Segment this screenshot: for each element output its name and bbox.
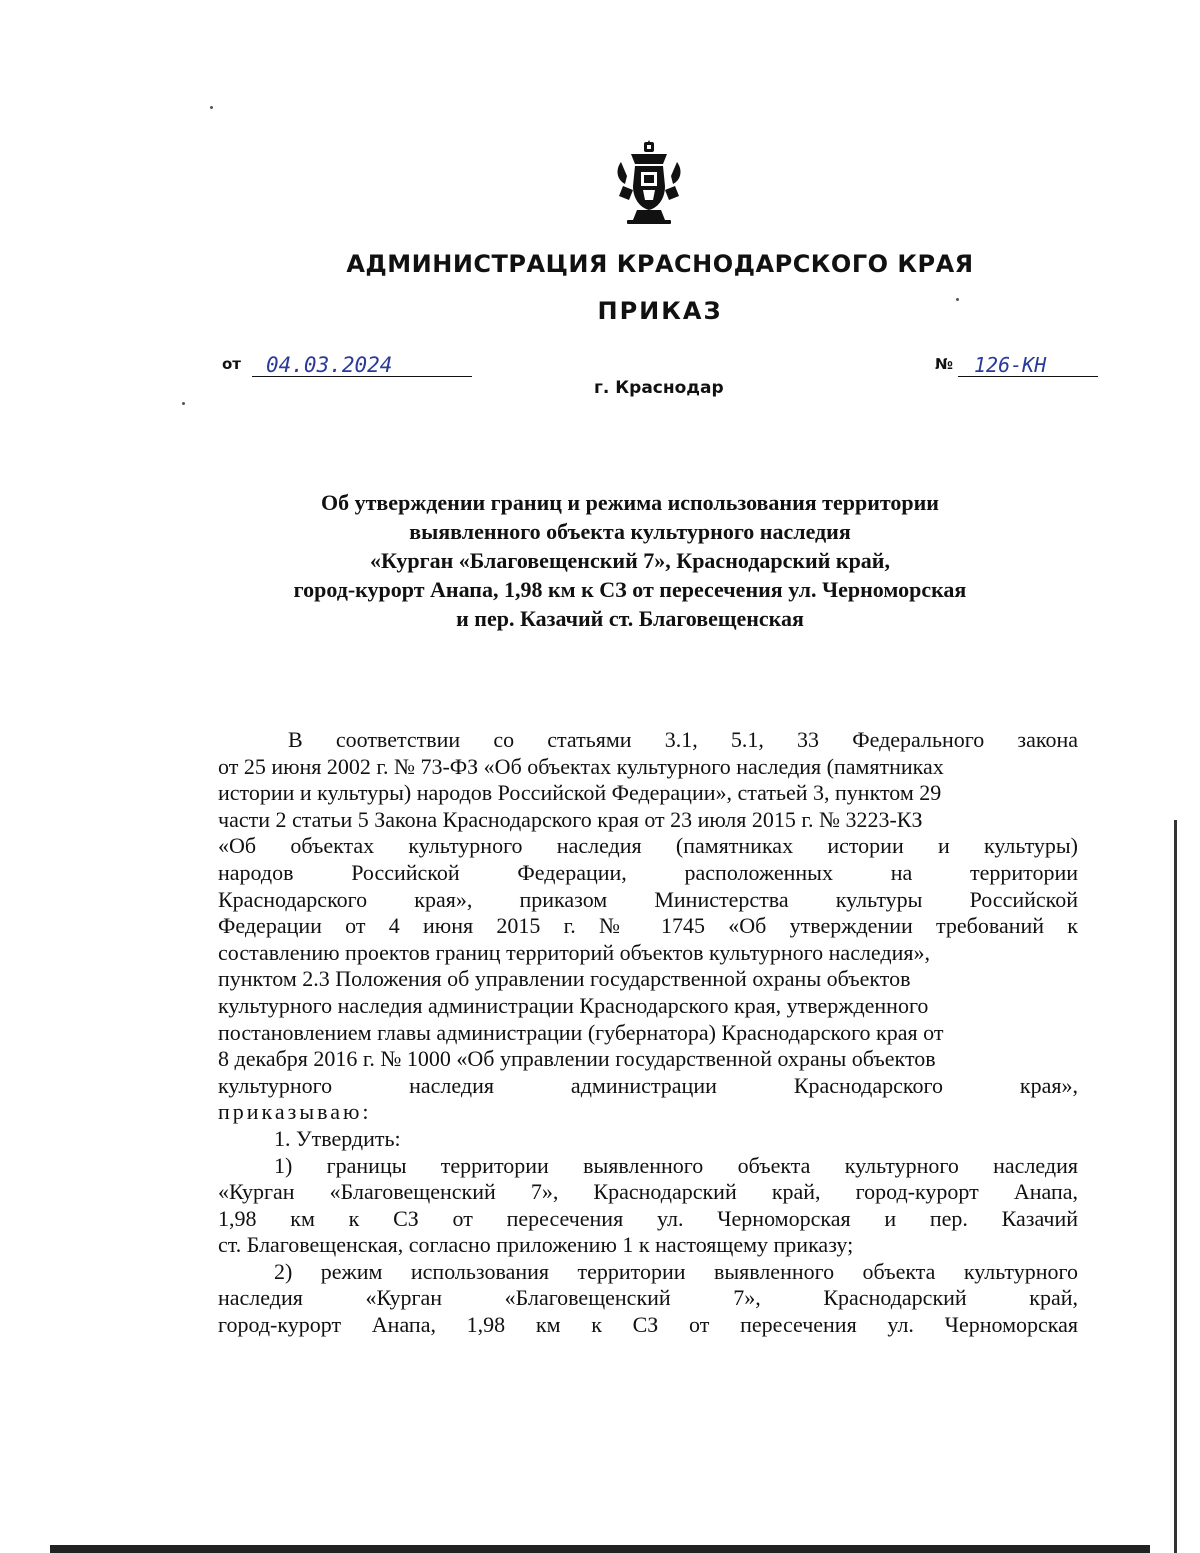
body-line: Федерации от 4 июня 2015 г. № 1745 «Об утверждении требований к [218, 913, 1078, 939]
title-line: и пер. Казачий ст. Благовещенская [456, 606, 804, 631]
body-line: части 2 статьи 5 Закона Краснодарского края от 23 июля 2015 г. № 3223-КЗ [218, 806, 923, 832]
handwritten-date: 04.03.2024 [252, 357, 472, 377]
scan-border [50, 1545, 1150, 1553]
body-line: 1. Утвердить: [274, 1125, 401, 1151]
number-label: № [935, 355, 954, 373]
scan-speck [956, 298, 959, 301]
title-line: «Курган «Благовещенский 7», Краснодарский край, [370, 548, 890, 573]
body-line: от 25 июня 2002 г. № 73-ФЗ «Об объектах культурного наследия (памятниках [218, 753, 944, 779]
body-line: постановлением главы администрации (губернатора) Краснодарского края от [218, 1019, 944, 1045]
body-line: 1,98 км к СЗ от пересечения ул. Черноморская и пер. Казачий [218, 1205, 1078, 1231]
body-line: наследия «Курган «Благовещенский 7», Краснодарский край, [218, 1285, 1078, 1311]
date-label: от [222, 355, 241, 373]
scan-speck [182, 402, 185, 405]
body-line: культурного наследия администрации Краснодарского края», [218, 1072, 1078, 1098]
body-line: 2) режим использования территории выявленного объекта культурного [274, 1258, 1078, 1284]
body-line: пунктом 2.3 Положения об управлении государственной охраны объектов [218, 966, 911, 992]
body-line: народов Российской Федерации, расположенных на территории [218, 859, 1078, 885]
body-line: 1) границы территории выявленного объекта культурного наследия [274, 1152, 1078, 1178]
body-line: истории и культуры) народов Российской Федерации», статьей 3, пунктом 29 [218, 780, 942, 806]
title-line: город-курорт Анапа, 1,98 км к СЗ от пересечения ул. Черноморская [293, 577, 967, 602]
body-line: «Курган «Благовещенский 7», Краснодарский край, город-курорт Анапа, [218, 1179, 1078, 1205]
document-body [218, 727, 1078, 1339]
scan-speck [210, 106, 213, 109]
body-line: ст. Благовещенская, согласно приложению 1 к настоящему приказу; [218, 1232, 854, 1258]
body-line: 8 декабря 2016 г. № 1000 «Об управлении государственной охраны объектов [218, 1046, 936, 1072]
organization-heading: АДМИНИСТРАЦИЯ КРАСНОДАРСКОГО КРАЯ [346, 250, 974, 278]
body-line: составлению проектов границ территорий объектов культурного наследия», [218, 939, 930, 965]
body-line: приказываю: [218, 1099, 372, 1125]
body-line: город-курорт Анапа, 1,98 км к СЗ от пересечения ул. Черноморская [218, 1312, 1078, 1338]
scan-edge [1174, 820, 1177, 1553]
body-line: В соответствии со статьями 3.1, 5.1, 33 Федерального закона [288, 727, 1078, 752]
document-title [200, 488, 1060, 633]
body-line: культурного наследия администрации Краснодарского края, утвержденного [218, 992, 929, 1018]
document-type-heading: ПРИКАЗ [597, 297, 723, 325]
krasnodar-coat-of-arms-icon [613, 140, 685, 226]
body-line: «Об объектах культурного наследия (памятниках истории и культуры) [218, 833, 1078, 859]
body-line: Краснодарского края», приказом Министерства культуры Российской [218, 886, 1078, 912]
title-line: выявленного объекта культурного наследия [409, 519, 851, 544]
handwritten-order-number: 126-КН [958, 357, 1098, 377]
city-label: г. Краснодар [594, 378, 724, 398]
title-line: Об утверждении границ и режима использования территории [321, 490, 939, 515]
